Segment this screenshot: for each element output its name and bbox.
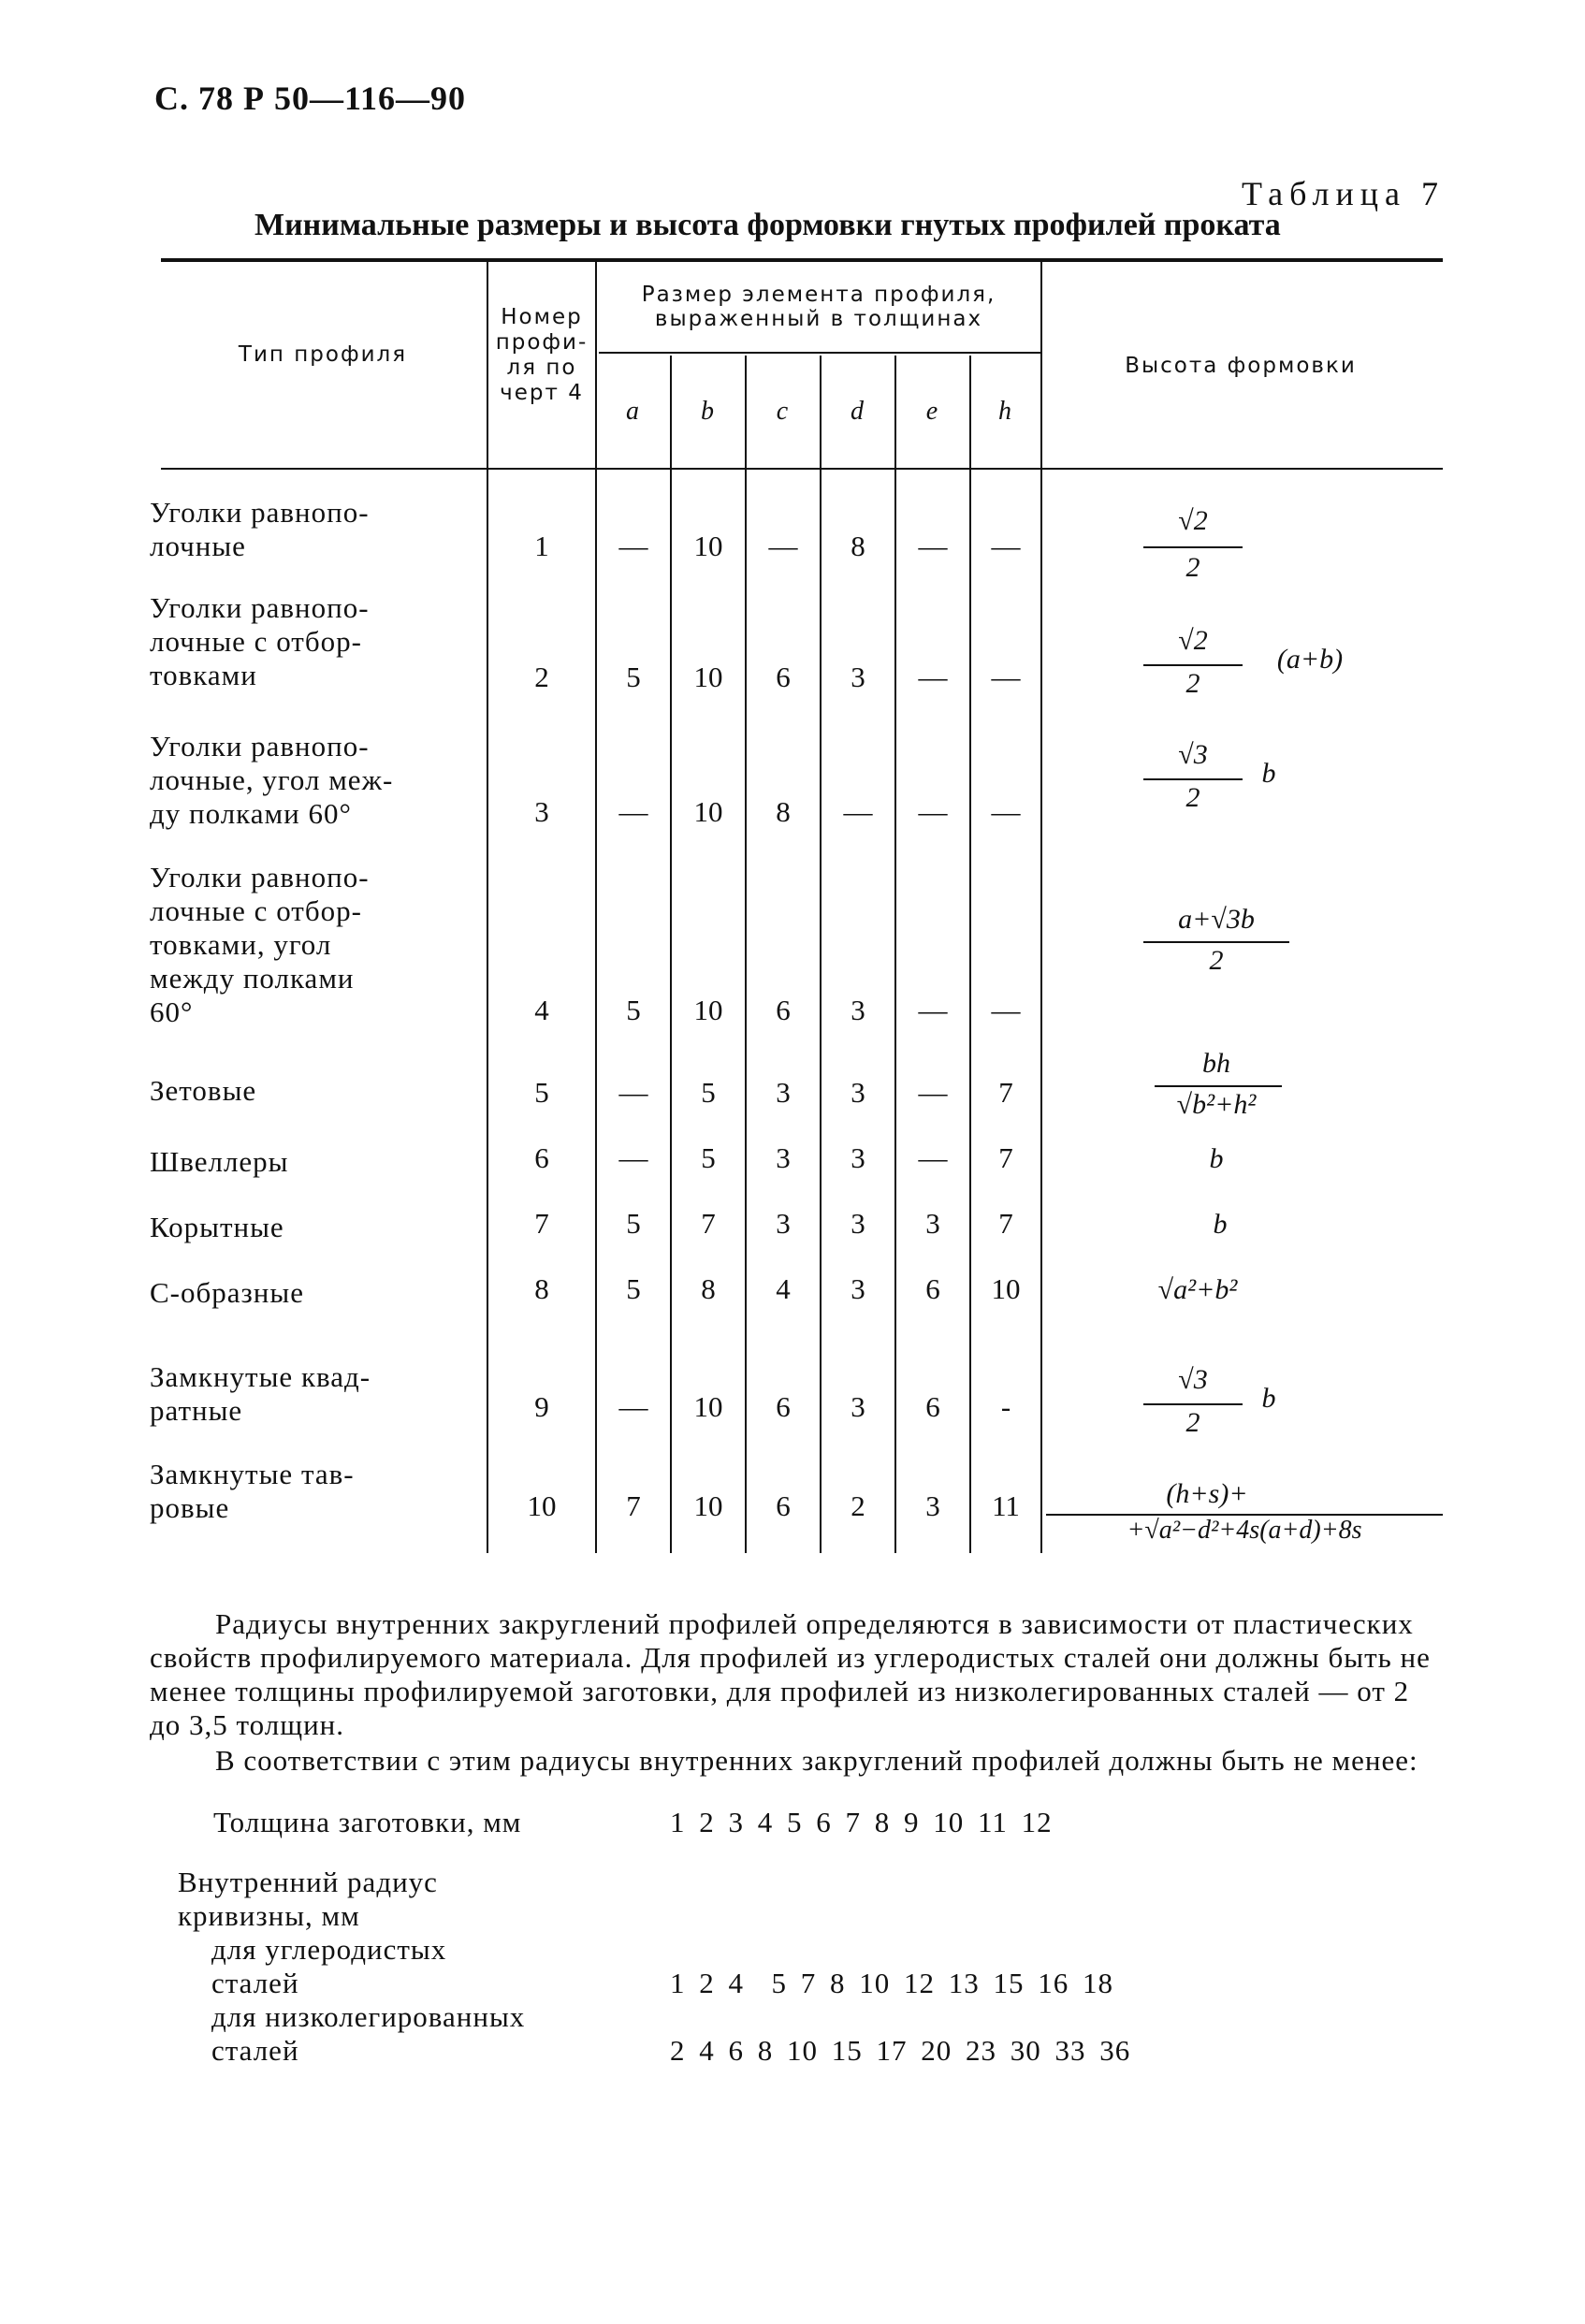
lowalloy-values: 2 4 6 8 10 15 17 20 23 30 33 36 [670,2034,1131,2067]
formula: √a²+b² [1157,1274,1238,1305]
cell-num: 6 [534,1141,549,1174]
cell-a: — [618,1390,648,1423]
table-caption: Минимальные размеры и высота формовки гнутых профилей проката [254,208,1281,242]
col-divider [595,262,597,1553]
cell-a: 5 [626,994,641,1026]
paragraph-minimum: В соответствии с этим радиусы внутренних закруглений профилей должны быть не менее: [215,1744,1418,1777]
profile-name: Замкнутые квад- ратные [150,1360,371,1427]
cell-d: 3 [851,994,865,1026]
carbon-values: 1 2 4 5 7 8 10 12 13 15 16 18 [670,1967,1113,1999]
col-header-height: Высота формовки [1125,354,1357,378]
cell-h: — [991,661,1021,693]
formula: b [1213,1209,1228,1240]
col-letter-e: e [925,397,938,426]
cell-b: 10 [693,530,723,562]
fraction-bar [1143,778,1243,780]
cell-e: — [918,661,948,693]
cell-b: 5 [701,1141,716,1174]
cell-h: 11 [992,1489,1020,1522]
cell-c: 3 [776,1141,791,1174]
cell-c: 3 [776,1207,791,1240]
cell-a: 7 [626,1489,641,1522]
cell-e: 3 [925,1489,940,1522]
cell-a: 5 [626,661,641,693]
formula-numerator: √2 [1178,625,1208,656]
cell-e: — [918,530,948,562]
cell-num: 5 [534,1076,549,1109]
cell-h: — [991,795,1021,828]
cell-num: 4 [534,994,549,1026]
profile-name: С-образные [150,1276,304,1309]
profile-name: Уголки равнопо- лочные [150,496,370,562]
fraction-bar [1143,941,1289,943]
fraction-bar [1143,1403,1243,1405]
formula-numerator: √3 [1178,739,1208,770]
cell-e: 6 [925,1390,940,1423]
cell-d: 8 [851,530,865,562]
thickness-values: 1 2 3 4 5 6 7 8 9 10 11 12 [670,1806,1053,1838]
cell-num: 10 [527,1489,557,1522]
table-number: Таблица 7 [1242,175,1445,212]
cell-a: — [618,1076,648,1109]
page-header: С. 78 Р 50—116—90 [154,80,467,117]
cell-b: 10 [693,994,723,1026]
fraction-bar [1143,546,1243,548]
formula-numerator: (h+s)+ [1166,1478,1248,1509]
cell-c: — [768,530,798,562]
formula-denominator: 2 [1185,1407,1200,1438]
col-divider [745,356,747,1553]
lowalloy-label: для низколегированных сталей [211,2000,526,2067]
col-header-type: Тип профиля [238,342,408,367]
formula-tail: (a+b) [1276,644,1344,675]
cell-h: — [991,530,1021,562]
cell-e: — [918,795,948,828]
carbon-label: для углеродистых сталей [211,1933,447,1999]
cell-num: 1 [534,530,549,562]
profile-name: Уголки равнопо- лочные с отбор- товками [150,591,370,691]
cell-e: — [918,994,948,1026]
cell-c: 8 [776,795,791,828]
col-divider [820,356,822,1553]
cell-d: 3 [851,1390,865,1423]
formula-numerator: √2 [1178,505,1208,536]
col-letter-b: b [701,397,714,426]
cell-b: 10 [693,1390,723,1423]
fraction-bar [1155,1085,1282,1087]
formula-tail: b [1261,758,1276,789]
cell-b: 7 [701,1207,716,1240]
cell-b: 8 [701,1272,716,1305]
formula-tail: b [1261,1383,1276,1414]
cell-d: 2 [851,1489,865,1522]
formula-numerator: a+√3b [1178,904,1255,935]
cell-b: 10 [693,1489,723,1522]
cell-d: — [843,795,873,828]
cell-h: — [991,994,1021,1026]
formula-denominator: 2 [1209,945,1224,976]
col-divider [1040,262,1042,1553]
cell-h: - [1000,1390,1011,1423]
formula-denominator: 2 [1185,668,1200,699]
col-header-size: Размер элемента профиля, выраженный в толщинах [641,283,996,331]
cell-e: 3 [925,1207,940,1240]
cell-c: 6 [776,1390,791,1423]
cell-a: — [618,530,648,562]
cell-c: 3 [776,1076,791,1109]
cell-a: — [618,1141,648,1174]
thickness-label: Толщина заготовки, мм [213,1806,522,1838]
cell-num: 7 [534,1207,549,1240]
radius-label: Внутренний радиус кривизны, мм [178,1866,438,1932]
fraction-bar [1143,664,1243,666]
profile-name: Зетовые [150,1074,257,1107]
cell-a: — [618,795,648,828]
size-subheader-rule [599,352,1040,354]
profile-name: Уголки равнопо- лочные, угол меж- ду полками 60° [150,730,394,830]
cell-h: 7 [998,1141,1013,1174]
profile-name: Корытные [150,1211,284,1243]
cell-c: 6 [776,661,791,693]
formula-denominator: √b²+h² [1176,1089,1257,1120]
cell-e: — [918,1141,948,1174]
col-divider [670,356,672,1553]
formula-denominator: +√a²−d²+4s(a+d)+8s [1127,1516,1362,1545]
cell-d: 3 [851,1272,865,1305]
cell-h: 7 [998,1207,1013,1240]
formula-denominator: 2 [1185,552,1200,583]
formula-denominator: 2 [1185,782,1200,813]
cell-num: 9 [534,1390,549,1423]
cell-d: 3 [851,1076,865,1109]
formula-numerator: √3 [1178,1364,1208,1395]
paragraph-radii: Радиусы внутренних закруглений профилей определяются в зависимости от пластических свойств профилируемого материала. Для профилей из углеродистых сталей они должны быть не менее толщины профилируемой заготовки, для профилей из низколегированных сталей — от 2 до 3,5 толщин. [150,1607,1431,1741]
cell-c: 6 [776,994,791,1026]
cell-h: 10 [991,1272,1021,1305]
col-letter-d: d [851,397,864,426]
cell-e: — [918,1076,948,1109]
cell-c: 6 [776,1489,791,1522]
col-header-number: Номер профи- ля по черт 4 [495,305,589,405]
col-divider [894,356,896,1553]
cell-a: 5 [626,1272,641,1305]
cell-num: 2 [534,661,549,693]
cell-num: 8 [534,1272,549,1305]
cell-d: 3 [851,1141,865,1174]
table-header-rule [161,468,1443,470]
cell-e: 6 [925,1272,940,1305]
col-letter-h: h [998,397,1011,426]
formula-numerator: bh [1202,1048,1230,1079]
cell-b: 10 [693,795,723,828]
profile-name: Замкнутые тав- ровые [150,1458,355,1524]
cell-h: 7 [998,1076,1013,1109]
col-divider [487,262,488,1553]
cell-b: 5 [701,1076,716,1109]
profile-name: Швеллеры [150,1145,289,1178]
cell-num: 3 [534,795,549,828]
cell-a: 5 [626,1207,641,1240]
cell-d: 3 [851,1207,865,1240]
cell-c: 4 [776,1272,791,1305]
profile-name: Уголки равнопо- лочные с отбор- товками, угол между полками 60° [150,861,370,1028]
col-letter-c: c [776,397,789,426]
cell-b: 10 [693,661,723,693]
col-letter-a: a [626,397,639,426]
table-top-rule [161,258,1443,262]
formula: b [1209,1143,1224,1174]
cell-d: 3 [851,661,865,693]
